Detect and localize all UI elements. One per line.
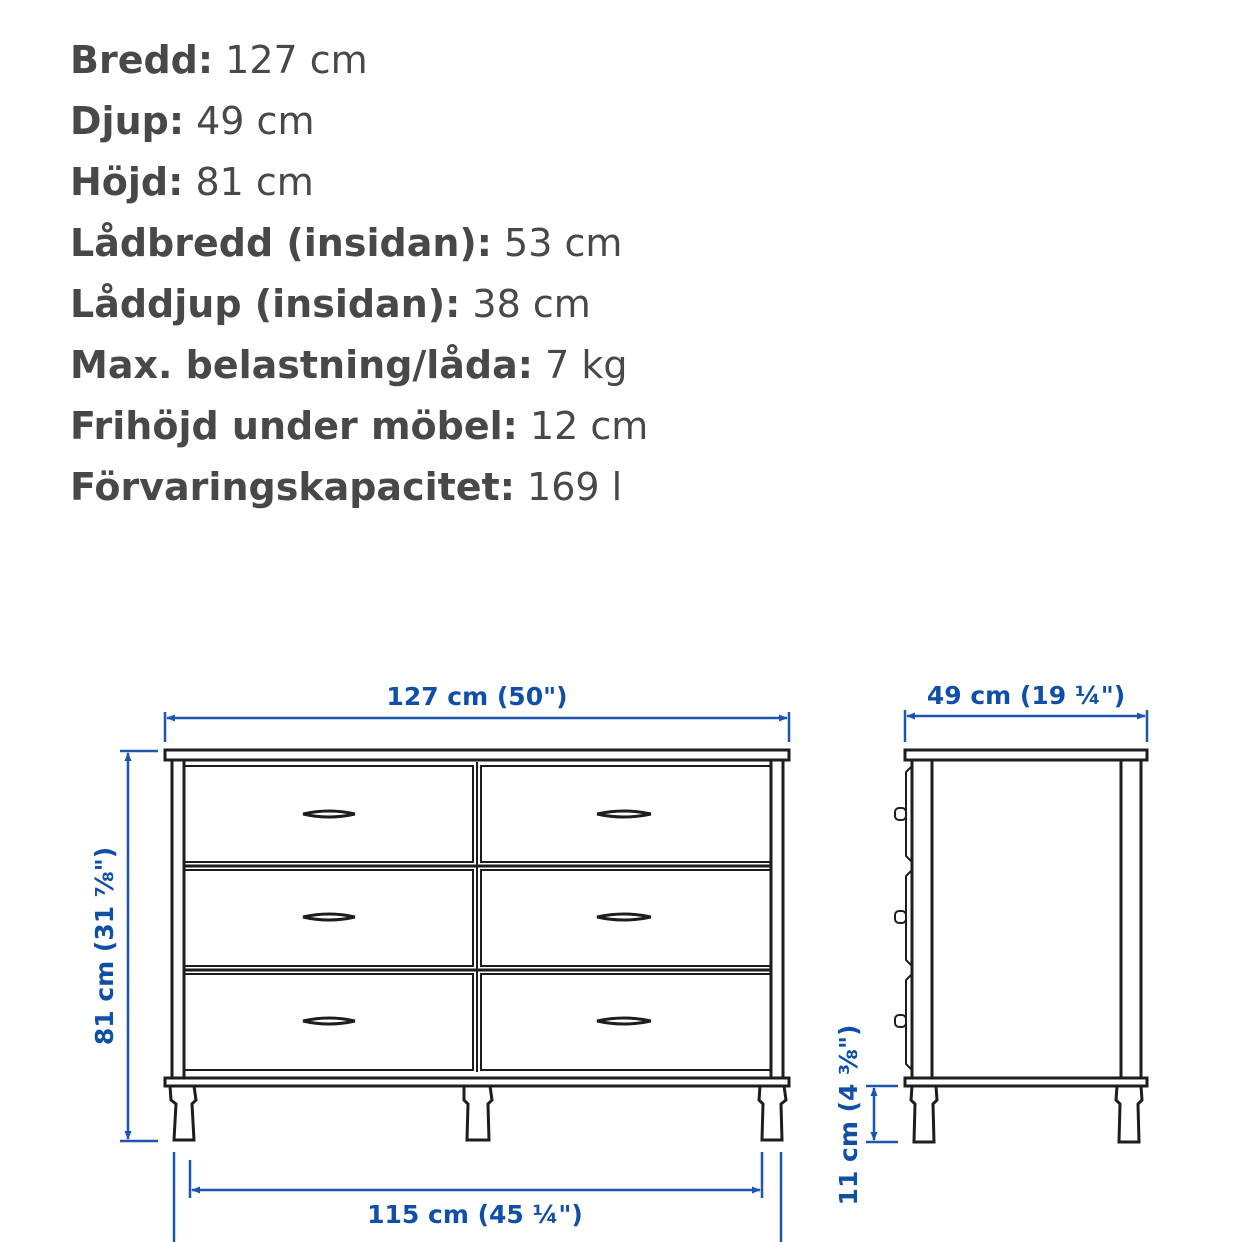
handle-icon xyxy=(597,917,651,920)
handle-icon xyxy=(597,814,651,817)
handle-icon xyxy=(303,811,355,814)
leg-height-dimension xyxy=(834,1025,898,1206)
front-height-dimension xyxy=(90,751,158,1141)
front-leg-center xyxy=(464,1086,492,1140)
handle-icon xyxy=(303,814,355,817)
handle-icon xyxy=(597,914,651,917)
handle-icon xyxy=(303,914,355,917)
side-base-board xyxy=(905,1078,1147,1086)
front-leg-left xyxy=(170,1086,196,1140)
spec-depth: Djup: 49 cm xyxy=(70,99,315,143)
drawer-left-3 xyxy=(184,974,473,1070)
side-depth-label: 49 cm (19 ¼") xyxy=(926,681,1126,710)
side-leg-back xyxy=(1116,1086,1142,1142)
handle-icon xyxy=(597,1021,651,1024)
front-top-board xyxy=(165,750,789,760)
side-leg-front xyxy=(911,1086,937,1142)
front-width-label: 127 cm (50") xyxy=(386,682,568,711)
side-knob-icon xyxy=(895,1015,906,1027)
drawer-right-3 xyxy=(481,974,771,1070)
side-top-board xyxy=(905,750,1147,760)
spec-max-load: Max. belastning/låda: 7 kg xyxy=(70,343,628,387)
front-right-post xyxy=(771,760,783,1078)
handle-icon xyxy=(303,1018,355,1021)
side-back-post xyxy=(1121,760,1141,1078)
side-depth-dimension xyxy=(905,681,1147,742)
handle-icon xyxy=(597,1018,651,1021)
leg-height-label: 11 cm (4 ⅜") xyxy=(834,1024,863,1206)
drawer-right-2 xyxy=(481,870,771,966)
leg-span-label: 115 cm (45 ¼") xyxy=(367,1200,583,1229)
drawer-left-1 xyxy=(184,766,473,862)
front-leg-right xyxy=(759,1086,786,1140)
front-left-post xyxy=(172,760,184,1078)
spec-drawer-depth: Låddjup (insidan): 38 cm xyxy=(70,282,591,326)
drawer-left-2 xyxy=(184,870,473,966)
spec-drawer-width: Lådbredd (insidan): 53 cm xyxy=(70,221,623,265)
side-view xyxy=(895,750,1147,1142)
handle-icon xyxy=(597,811,651,814)
front-height-label: 81 cm (31 ⅞") xyxy=(90,846,119,1046)
spec-clearance: Frihöjd under möbel: 12 cm xyxy=(70,404,649,448)
handle-icon xyxy=(303,917,355,920)
spec-capacity: Förvaringskapacitet: 169 l xyxy=(70,465,623,509)
side-front-post xyxy=(912,760,932,1078)
side-knob-icon xyxy=(895,911,906,923)
leg-span-dimension xyxy=(174,1152,781,1242)
front-view xyxy=(165,750,789,1140)
spec-height: Höjd: 81 cm xyxy=(70,160,314,204)
front-width-dimension xyxy=(165,682,789,742)
side-knob-icon xyxy=(895,808,906,820)
spec-width: Bredd: 127 cm xyxy=(70,38,368,82)
drawer-right-1 xyxy=(481,766,771,862)
handle-icon xyxy=(303,1021,355,1024)
